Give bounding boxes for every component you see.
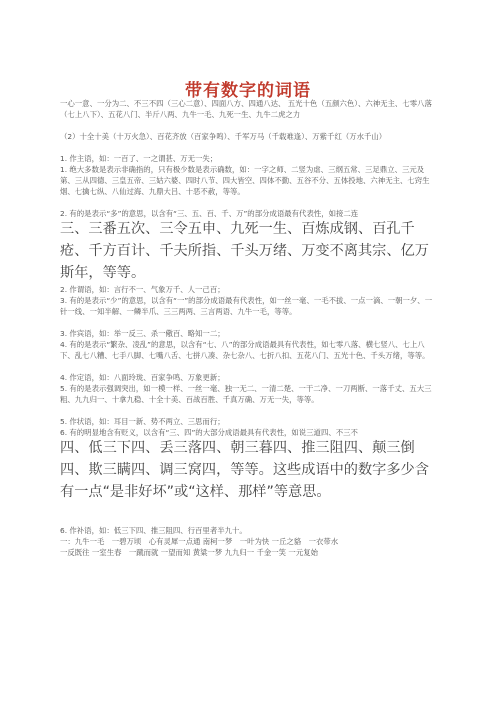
usage-attributive: 4. 作定语，如：八面玲珑、百家争鸣、万象更新； (60, 373, 225, 382)
point-1-exact-numbers: 1. 绝大多数是表示非确指的，只有极少数是表示确数，如：一字之师、二竖为虐、三纲五常、三足鼎立、三元及第、三从四德、三皇五帝、三姑六婆、四时八节、四大皆空、四体不勤、五谷不分、五体投地、六神无主、七窍生烟、七擒七纵、八仙过海、九鼎大吕、十恶不赦，等等。 (60, 165, 430, 196)
paragraph-intro: 一心一意、一分为二、不三不四（三心二意）、四面八方、四通八达、 五光十色（五颜六色）、六神无主、七零八落（七上八下）、五花八门、半斤八两、九牛一毛、九死一生、九牛二虎之力 (60, 99, 432, 119)
usage-predicate: 2. 作谓语，如：言行不一、气象万千、人一己百； (60, 285, 225, 294)
point-3-few: 3. 有的是表示“少”的意思，以含有“一”的部分成语最有代表性，如一丝一毫、一毛不拔、一点一滴、一朝一夕、一针一线、一知半解、一鳞半爪、三三两两、三言两语、九牛一毛，等等。 (60, 296, 433, 316)
point-6-examples: 四、低三下四、丢三落四、朝三暮四、推三阻四、颠三倒四、欺三瞒四、调三窝四，等等。这些成语中的数字多少含有一点“是非好坏”或“这样、那样”等意思。 (60, 440, 429, 500)
usage-adverbial: 5. 作状语，如：耳目一新、势不两立、三思而行； (60, 417, 225, 426)
usage-object: 3. 作宾语，如：举一反三、杀一儆百、略知一二； (60, 329, 225, 338)
point-2-intro: 2. 有的是表示“多”的意思，以含有“三、五、百、千、万”的部分成语最有代表性，如接二连 (60, 209, 359, 218)
point-5-emphasis: 5. 有的是表示强调突出，如一模一样、一丝一毫、独一无二、一清二楚、一干二净、一刀两断、一落千丈、五大三粗、九九归一、十拿九稳、十全十美、百战百胜、千真万确、万无一失，等等。 (60, 384, 432, 404)
usage-subject: 1. 作主语，如：一百了、一之谓甚、万无一失； (60, 154, 218, 163)
list-one-line-1: 一：九牛一毛 一碧万顷 心有灵犀一点通 南柯一梦 一叶为快 一丘之貉 一衣带水 (60, 537, 339, 546)
list-one-line-2: 一反既往 一室生春 一蹴而就 一望而知 黄粱一梦 九九归一 千金一笑 一元复始 (60, 548, 318, 557)
paragraph-2: （2）十全十美（十万火急）、百花齐放（百家争鸣）、千军万马（千载难逢）、万紫千红（万水千山） (60, 132, 387, 141)
point-4-messy: 4. 有的是表示“繁杂、凌乱”的意思，以含有“七、八”的部分成语最具有代表性，如七零八落、横七竖八、七上八下、乱七八糟、七手八脚、七嘴八舌、七拼八凑、杂七杂八、七折八扣、五花八门、五光十色、千头万绪，等等。 (60, 340, 430, 360)
page-title: 带有数字的词语 (185, 81, 311, 101)
point-2-examples: 三、三番五次、三令五申、九死一生、百炼成钢、百孔千疮、千方百计、千夫所指、千头万绪、万变不离其宗、亿万斯年，等等。 (60, 221, 429, 281)
point-6-intro: 6. 有的明显地含有贬义，以含有“三、四”的大部分成语最具有代表性，如说三道四、不三不 (60, 428, 358, 437)
usage-complement: 6. 作补语，如：低三下四、推三阻四、行百里者半九十。 (60, 526, 247, 535)
